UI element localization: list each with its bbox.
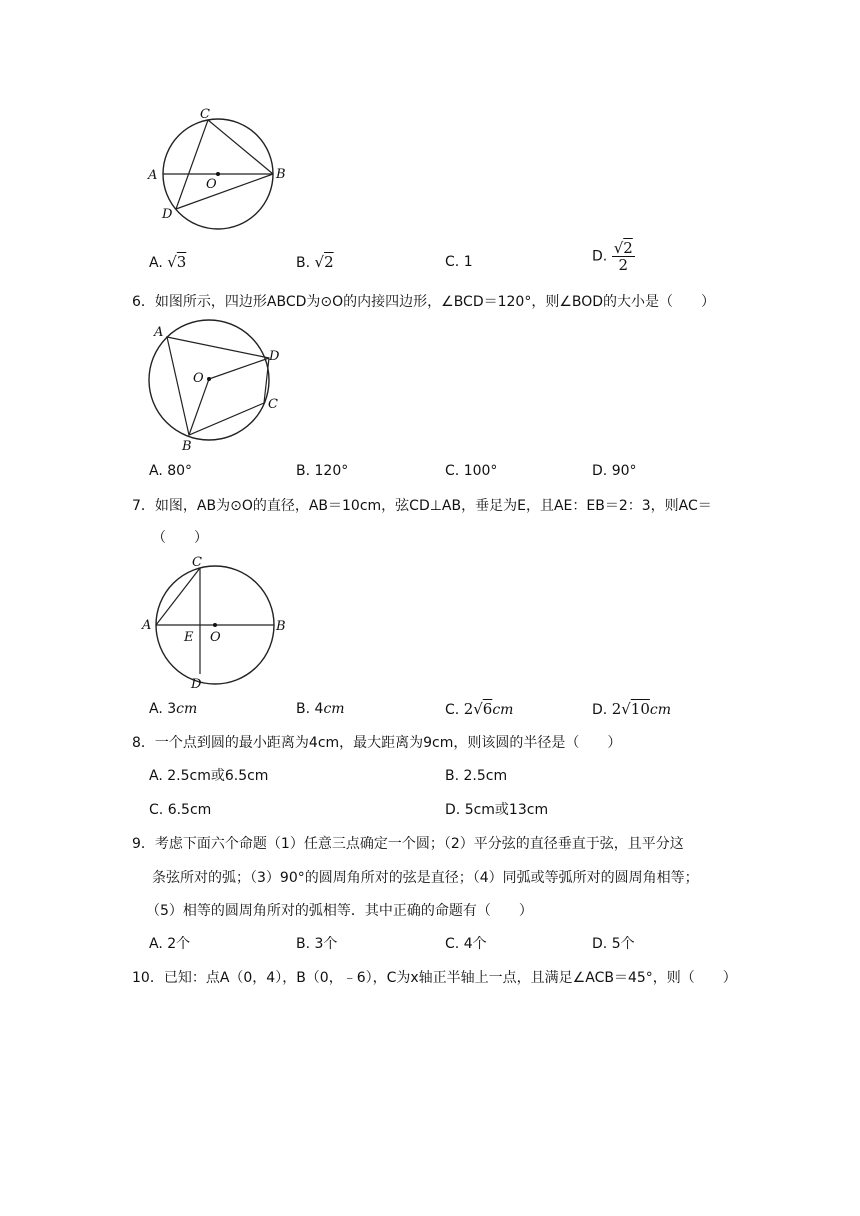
q6-option-a-letter: A. xyxy=(149,463,163,479)
q7-option-a[interactable] xyxy=(149,699,197,719)
q8-option-b[interactable] xyxy=(445,766,507,786)
q6-stem: 6．如图所示，四边形ABCD为⊙O的内接四边形，∠BCD＝120°，则∠BOD的大小是（ ） xyxy=(132,294,716,310)
q6-label-o: O xyxy=(193,371,204,386)
q5-option-d[interactable] xyxy=(592,240,635,273)
q8-stem: 8．一个点到圆的最小距离为4cm，最大距离为9cm，则该圆的半径是（ ） xyxy=(132,735,622,751)
q7-option-c-value: 2√6 xyxy=(463,700,493,718)
q7-center-dot xyxy=(213,623,217,627)
q6-option-a[interactable] xyxy=(149,461,192,481)
q9-option-d-letter: D. xyxy=(592,936,608,952)
q6-option-b-letter: B. xyxy=(296,463,311,479)
q5-option-c-value: 1 xyxy=(463,254,473,270)
q9-option-b-letter: B. xyxy=(296,936,311,952)
q8-option-c-letter: C. xyxy=(149,802,164,818)
q8-option-c[interactable] xyxy=(149,800,211,820)
q7-label-c: C xyxy=(192,555,202,570)
q5-label-o: O xyxy=(206,177,217,192)
q8-option-a-value: 2.5cm或6.5cm xyxy=(167,768,269,784)
q5-option-a[interactable] xyxy=(149,252,186,273)
q7-option-a-value: 3 xyxy=(167,701,177,717)
q9-line3: （5）相等的圆周角所对的弧相等．其中正确的命题有（ ） xyxy=(146,903,533,919)
q7-label-a: A xyxy=(142,618,152,633)
q6-option-d[interactable] xyxy=(592,461,637,481)
q5-option-a-value: √3 xyxy=(167,253,187,271)
q7-label-e: E xyxy=(184,630,194,645)
q7-option-b-unit: cm xyxy=(323,701,345,717)
q5-chord-db xyxy=(176,174,273,209)
q7-option-d-value: 2√10 xyxy=(611,700,650,718)
q7-label-o: O xyxy=(210,630,221,645)
q7-stem-line2: （ ） xyxy=(152,530,208,546)
q6-option-b-value: 120° xyxy=(314,463,349,479)
q5-label-b: B xyxy=(276,167,286,182)
q6-label-a: A xyxy=(154,325,164,340)
q8-option-d-letter: D. xyxy=(445,802,461,818)
q6-center-dot xyxy=(207,377,211,381)
q9-option-c[interactable] xyxy=(445,934,487,954)
q7-option-c-letter: C. xyxy=(445,702,460,718)
q5-option-c[interactable] xyxy=(445,252,473,272)
q9-option-c-letter: C. xyxy=(445,936,460,952)
q7-option-c[interactable] xyxy=(445,699,513,720)
q9-option-a[interactable] xyxy=(149,934,190,954)
q6-option-c-value: 100° xyxy=(463,463,498,479)
q6-figure xyxy=(140,318,300,458)
q6-label-d: D xyxy=(269,349,280,364)
q8-option-c-value: 6.5cm xyxy=(167,802,212,818)
q9-option-c-value: 4个 xyxy=(463,936,487,952)
q5-option-b-letter: B. xyxy=(296,255,311,271)
q7-label-d: D xyxy=(191,677,202,692)
q8-option-b-value: 2.5cm xyxy=(463,768,508,784)
q7-stem-line1: 7．如图，AB为⊙O的直径，AB＝10cm，弦CD⊥AB，垂足为E，且AE：EB＝2：3，则AC＝ xyxy=(132,498,712,514)
q8-option-d-value: 5cm或13cm xyxy=(464,802,549,818)
q5-figure xyxy=(140,100,300,230)
q9-line2: 条弦所对的弧；（3）90°的圆周角所对的弦是直径；（4）同弧或等弧所对的圆周角相等； xyxy=(152,870,699,886)
q9-option-d-value: 5个 xyxy=(611,936,635,952)
q6-radius-od xyxy=(209,358,269,379)
q6-option-d-value: 90° xyxy=(611,463,637,479)
q7-option-b-value: 4 xyxy=(314,701,324,717)
q8-option-d[interactable] xyxy=(445,800,548,820)
q7-option-b-letter: B. xyxy=(296,701,311,717)
q5-label-a: A xyxy=(148,168,158,183)
q7-option-a-letter: A. xyxy=(149,701,163,717)
q8-option-a-letter: A. xyxy=(149,768,163,784)
q6-option-c-letter: C. xyxy=(445,463,460,479)
q5-center-dot xyxy=(216,172,220,176)
q7-option-d[interactable] xyxy=(592,699,671,720)
q7-figure xyxy=(140,552,300,692)
q9-option-b[interactable] xyxy=(296,934,337,954)
q9-option-b-value: 3个 xyxy=(314,936,338,952)
q9-line1: 9．考虑下面六个命题（1）任意三点确定一个圆；（2）平分弦的直径垂直于弦，且平分这 xyxy=(132,836,684,852)
q7-option-b[interactable] xyxy=(296,699,345,719)
q5-option-b[interactable] xyxy=(296,252,334,273)
q9-option-a-value: 2个 xyxy=(167,936,191,952)
q5-chord-cb xyxy=(208,120,273,174)
q5-option-a-letter: A. xyxy=(149,255,163,271)
q6-radius-ob xyxy=(189,379,209,435)
q5-label-c: C xyxy=(200,107,210,122)
q10-stem: 10．已知：点A（0，4），B（0，﹣6），C为x轴正半轴上一点，且满足∠ACB＝45°，则（ ） xyxy=(132,970,737,986)
q8-option-a[interactable] xyxy=(149,766,268,786)
q7-option-d-letter: D. xyxy=(592,702,608,718)
q7-label-b: B xyxy=(276,619,286,634)
q5-label-d: D xyxy=(162,207,173,222)
q7-option-a-unit: cm xyxy=(176,701,198,717)
q6-option-b[interactable] xyxy=(296,461,348,481)
q6-option-c[interactable] xyxy=(445,461,497,481)
q5-option-c-letter: C. xyxy=(445,254,460,270)
q7-option-d-unit: cm xyxy=(649,702,672,718)
q5-option-d-fraction: $\frac{√2}{2}$ xyxy=(613,239,633,274)
q5-option-b-value: √2 xyxy=(314,253,334,271)
q7-option-c-unit: cm xyxy=(492,702,514,718)
q6-option-a-value: 80° xyxy=(167,463,193,479)
q9-option-d[interactable] xyxy=(592,934,635,954)
q6-label-c: C xyxy=(268,397,278,412)
q9-option-a-letter: A. xyxy=(149,936,163,952)
q8-option-b-letter: B. xyxy=(445,768,460,784)
q6-option-d-letter: D. xyxy=(592,463,608,479)
q6-label-b: B xyxy=(182,439,192,454)
q5-option-d-letter: D. xyxy=(592,248,608,265)
